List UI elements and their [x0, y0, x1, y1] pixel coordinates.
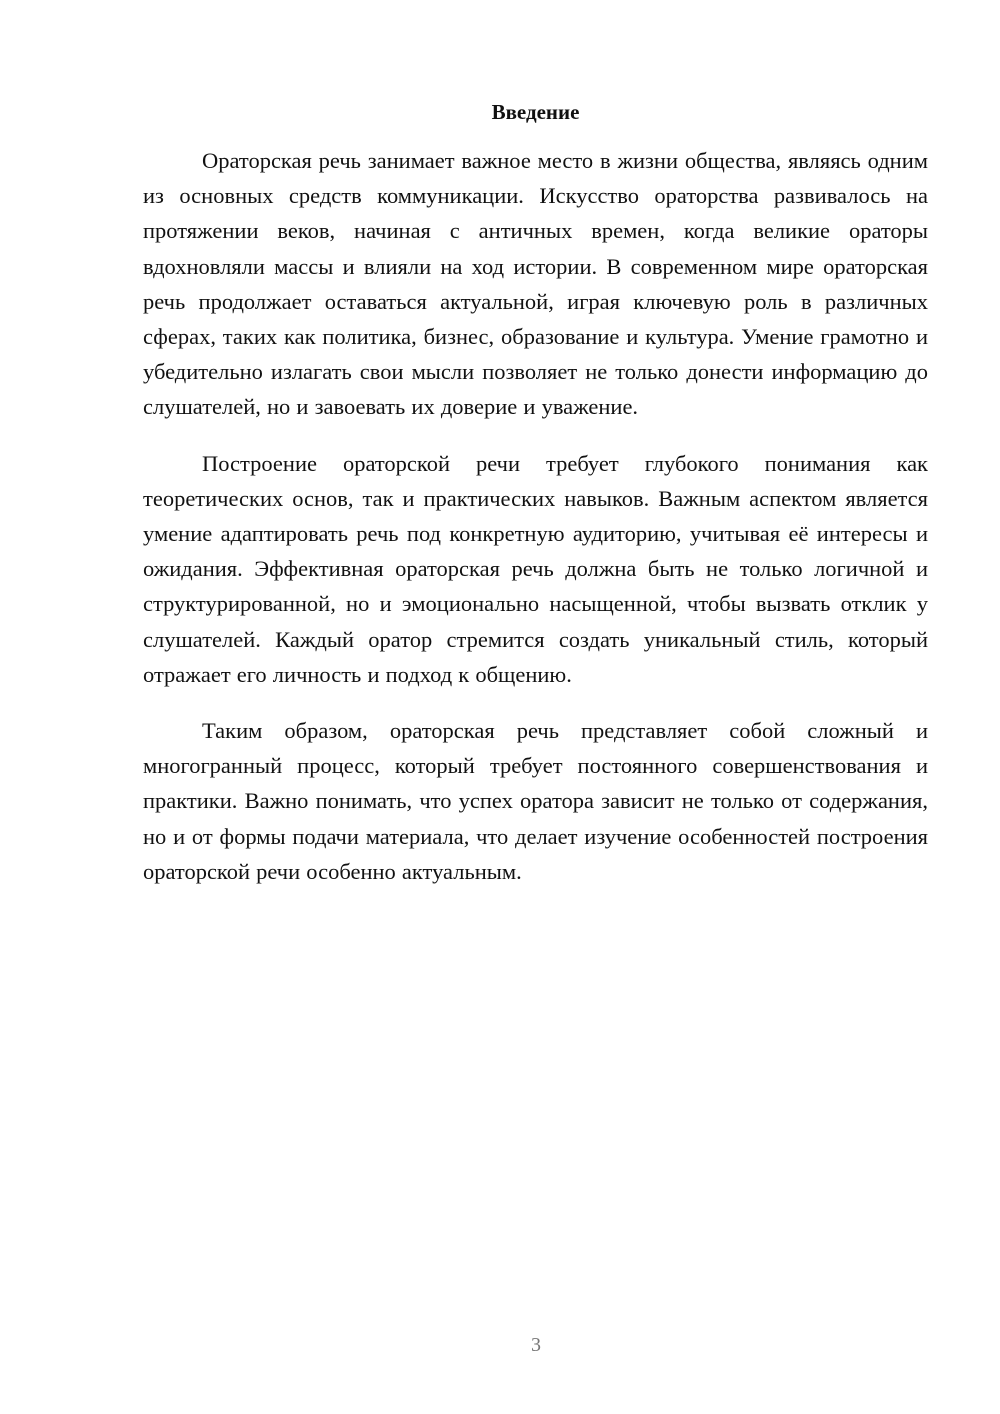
- paragraph-1: Ораторская речь занимает важное место в жизни общества, являясь одним из основных средств коммуникации. Искусство ораторства развивалось на протяжении веков, начиная с античных времен, когда великие ораторы вдохновляли массы и влияли на ход истории. В современном мире ораторская речь продолжает оставаться актуальной, играя ключевую роль в различных сферах, таких как политика, бизнес, образование и культура. Умение грамотно и убедительно излагать свои мысли позволяет не только донести информацию до слушателей, но и завоевать их доверие и уважение.: [143, 148, 928, 420]
- paragraph-3: Таким образом, ораторская речь представляет собой сложный и многогранный процесс, который требует постоянного совершенствования и практики. Важно понимать, что успех оратора зависит не только от содержания, но и от формы подачи материала, что делает изучение особенностей построения ораторской речи особенно актуальным.: [143, 718, 928, 884]
- paragraph-2: Построение ораторской речи требует глубокого понимания как теоретических основ, так и практических навыков. Важным аспектом является умение адаптировать речь под конкретную аудиторию, учитывая её интересы и ожидания. Эффективная ораторская речь должна быть не только логичной и структурированной, но и эмоционально насыщенной, чтобы вызвать отклик у слушателей. Каждый оратор стремится создать уникальный стиль, который отражает его личность и подход к общению.: [143, 450, 928, 687]
- section-heading: Введение: [491, 100, 580, 124]
- page-number: 3: [531, 1334, 541, 1356]
- body-text: [143, 143, 928, 910]
